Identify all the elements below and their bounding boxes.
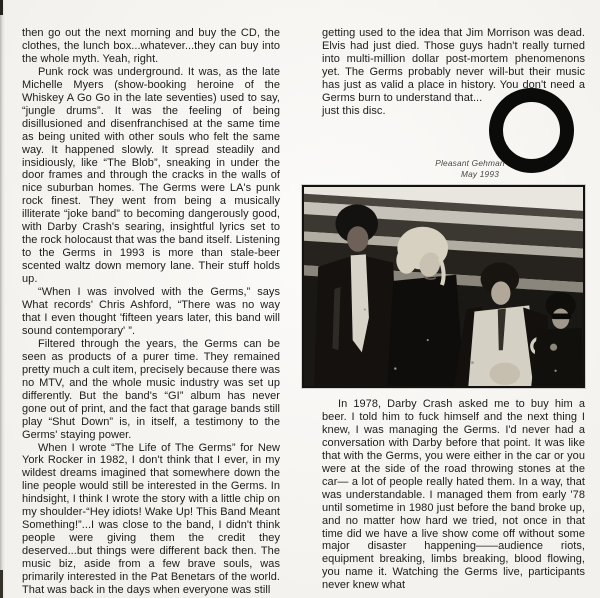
line-just-this-disc: just this disc.: [322, 104, 386, 117]
scan-edge-shadow: [0, 0, 5, 598]
paragraph-myth: then go out the next morning and buy the CD, the clothes, the lunch box...whatever...they can buy into the whole myth. Yeah, right.: [22, 27, 280, 65]
photo-credit-name: Pleasant Gehman: [435, 158, 505, 168]
scan-corner-mark-top: [0, 0, 3, 15]
scan-corner-mark-bottom: [0, 570, 3, 598]
left-text-column: [22, 27, 280, 597]
paragraph-ashford-quote: “When I was involved with the Germs,” says What records' Chris Ashford, “There was no way that I even thought 'fifteen years later, this band will sound contemporary' ”.: [22, 286, 280, 337]
paragraph-morrison: getting used to the idea that Jim Morrison was dead. Elvis had just died. Those guys hadn't really turned into multi-million dollar post-mortem phenomenons yet. The Germs probably never will-but their music has just as valid a place in history. You don't need a: [322, 27, 585, 91]
paragraph-darby-beer: In 1978, Darby Crash asked me to buy him a beer. I told him to fuck himself and the next thing I knew, I was managing the Germs. I'd never had a conversation with Darby before that point. It was like that with the Germs, you were either in the car or you were at the side of the road throwing stones at the car— a lot of people really hated them. In a way, that was understandable. I managed them from early '78 until sometime in 1980 just before the band broke up, and no matter how hard we tried, not once in that time did we have a live show come off without some major disaster happening——audience riots, equipment breaking, limbs breaking, blood flowing, you name it. Watching the Germs live, participants never knew what: [322, 398, 585, 592]
paragraph-punk-underground: Punk rock was underground. It was, as the late Michelle Myers (show-booking heroine of the Whiskey A Go Go in the late seventies) used to say, “jungle drums”. It was the feeling of being disillusioned and disenfranchised at the same time as being united with other souls who felt the same way. It happened slowly. It spread steadily and insidiously, like “The Blob”, sneaking in under the door frames and through the cracks in the walls of nice suburban homes. The Germs were LA's punk rock finest. They went from being a musically illiterate “joke band” to becoming dangerously good, with Darby Crash's searing, insightful lyrics set to the rock holocaust that was the band itself. Listening to the Germs in 1993 is more than stale-beer scented waltz down memory lane. Their stuff holds up.: [22, 65, 280, 286]
right-text-column: [322, 27, 585, 592]
band-photo: [302, 185, 585, 388]
paragraph-life-of-germs: When I wrote “The Life of The Germs” for New York Rocker in 1982, I don't think that I ever, in my wildest dreams imagined that somewhere down the line people would still be interested in the Germs. In hindsight, I think I wrote the story with a little chip on my shoulder-“Hey idiots! Wake Up! This Band Meant Something!”...I was close to the band, I didn't think people were giving them the credit they deserved...but things were different back then. The music biz, aside from a few brave souls, was primarily interested in the Pat Benetars of the world. That was back in the days when everyone was still: [22, 441, 280, 596]
paragraph-purer-time: Filtered through the years, the Germs can be seen as products of a purer time. They remained pretty much a cult item, precisely because there was no MTV, and the whole music industry was set up differently. But the band's “GI” album has never gone out of print, and the fact that garage bands still play “Shut Down” is, in itself, a testimony to the Germs' staying power.: [22, 337, 280, 441]
photo-credit: [428, 158, 512, 179]
band-photo-illustration: [304, 187, 583, 386]
line-germs-burn: Germs burn to understand that...: [322, 91, 483, 104]
photo-credit-date: May 1993: [460, 169, 500, 179]
